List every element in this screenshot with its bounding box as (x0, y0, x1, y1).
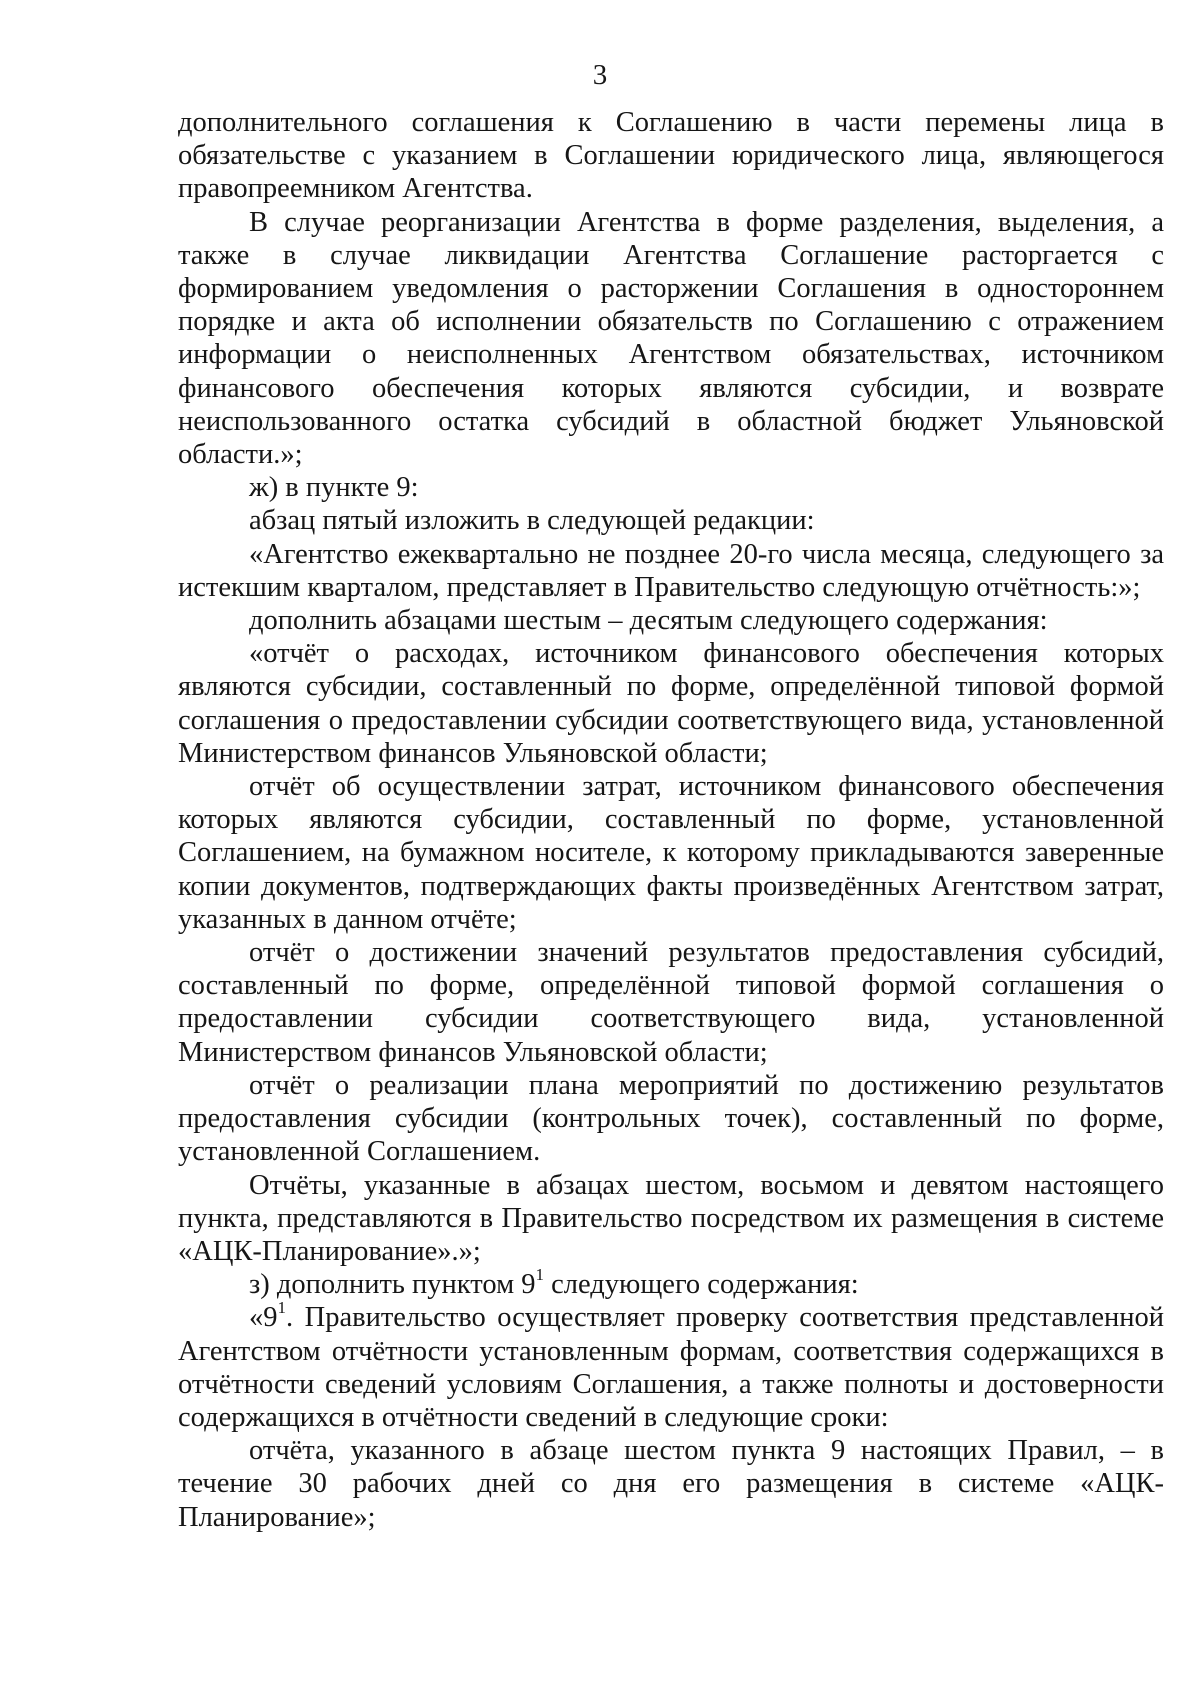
item-z-before: з) дополнить пунктом 9 (249, 1269, 536, 1301)
paragraph-item-z (178, 1265, 1164, 1301)
item-z-after: следующего содержания: (544, 1269, 859, 1301)
item-z-superscript: 1 (535, 1265, 545, 1285)
paragraph-expense-report: «отчёт о расходах, источником финансового обеспечения которых являются субсидии, составленный по форме, определённой типовой формой соглашения о предоставлении субсидии соответствующего вида, установленной Министерством финансов Ульяновской области; (178, 638, 1164, 769)
paragraph-reports-placement: Отчёты, указанные в абзацах шестом, восьмом и девятом настоящего пункта, представляются в Правительство посредством их размещения в системе «АЦК-Планирование».»; (178, 1169, 1164, 1267)
paragraph-reorganization: В случае реорганизации Агентства в форме разделения, выделения, а также в случае ликвидации Агентства Соглашение расторгается с формированием уведомления о расторжении Соглашения в одностороннем порядке и акта об исполнении обязательств по Соглашению с отражением информации о неисполненных Агентством обязательствах, источником финансового обеспечения которых являются субсидии, и возврате неиспользованного остатка субсидий в областной бюджет Ульяновской области.»; (178, 206, 1164, 471)
paragraph-continuation: дополнительного соглашения к Соглашению в части перемены лица в обязательстве с указанием в Соглашении юридического лица, являющегося правопреемником Агентства. (178, 107, 1164, 205)
item-9-1-after: . Правительство осуществляет проверку соответствия представленной Агентством отчётности установленным формам, соответствия содержащихся в отчётности сведений условиям Соглашения, а также полноты и достоверности содержащихся в отчётности сведений в следующие сроки: (178, 1302, 1164, 1433)
page-number: 3 (592, 59, 608, 91)
paragraph-add-abzacs: дополнить абзацами шестым – десятым следующего содержания: (249, 605, 1048, 637)
paragraph-quarterly-report: «Агентство ежеквартально не позднее 20-го числа месяца, следующего за истекшим кварталом, представляет в Правительство следующую отчётность:»; (178, 538, 1164, 603)
paragraph-results-report: отчёт о достижении значений результатов предоставления субсидий, составленный по форме, определённой типовой формой соглашения о предоставлении субсидии соответствующего вида, установленной Министерством финансов Ульяновской области; (178, 937, 1164, 1068)
item-9-1-before: «9 (249, 1302, 278, 1334)
paragraph-report-deadline: отчёта, указанного в абзаце шестом пункта 9 настоящих Правил, – в течение 30 рабочих дней со дня его размещения в системе «АЦК-Планирование»; (178, 1435, 1164, 1533)
document-body (178, 106, 1164, 1534)
paragraph-plan-report: отчёт о реализации плана мероприятий по достижению результатов предоставления субсидии (контрольных точек), составленный по форме, установленной Соглашением. (178, 1069, 1164, 1168)
paragraph-item-9-1 (178, 1298, 1164, 1434)
paragraph-cost-report: отчёт об осуществлении затрат, источником финансового обеспечения которых являются субсидии, составленный по форме, установленной Соглашением, на бумажном носителе, к которому прикладываются заверенные копии документов, подтверждающих факты произведённых Агентством затрат, указанных в данном отчёте; (178, 771, 1164, 935)
paragraph-fifth-abzac: абзац пятый изложить в следующей редакции: (249, 505, 815, 537)
paragraph-item-zh: ж) в пункте 9: (249, 472, 419, 504)
item-9-1-superscript: 1 (277, 1298, 287, 1318)
